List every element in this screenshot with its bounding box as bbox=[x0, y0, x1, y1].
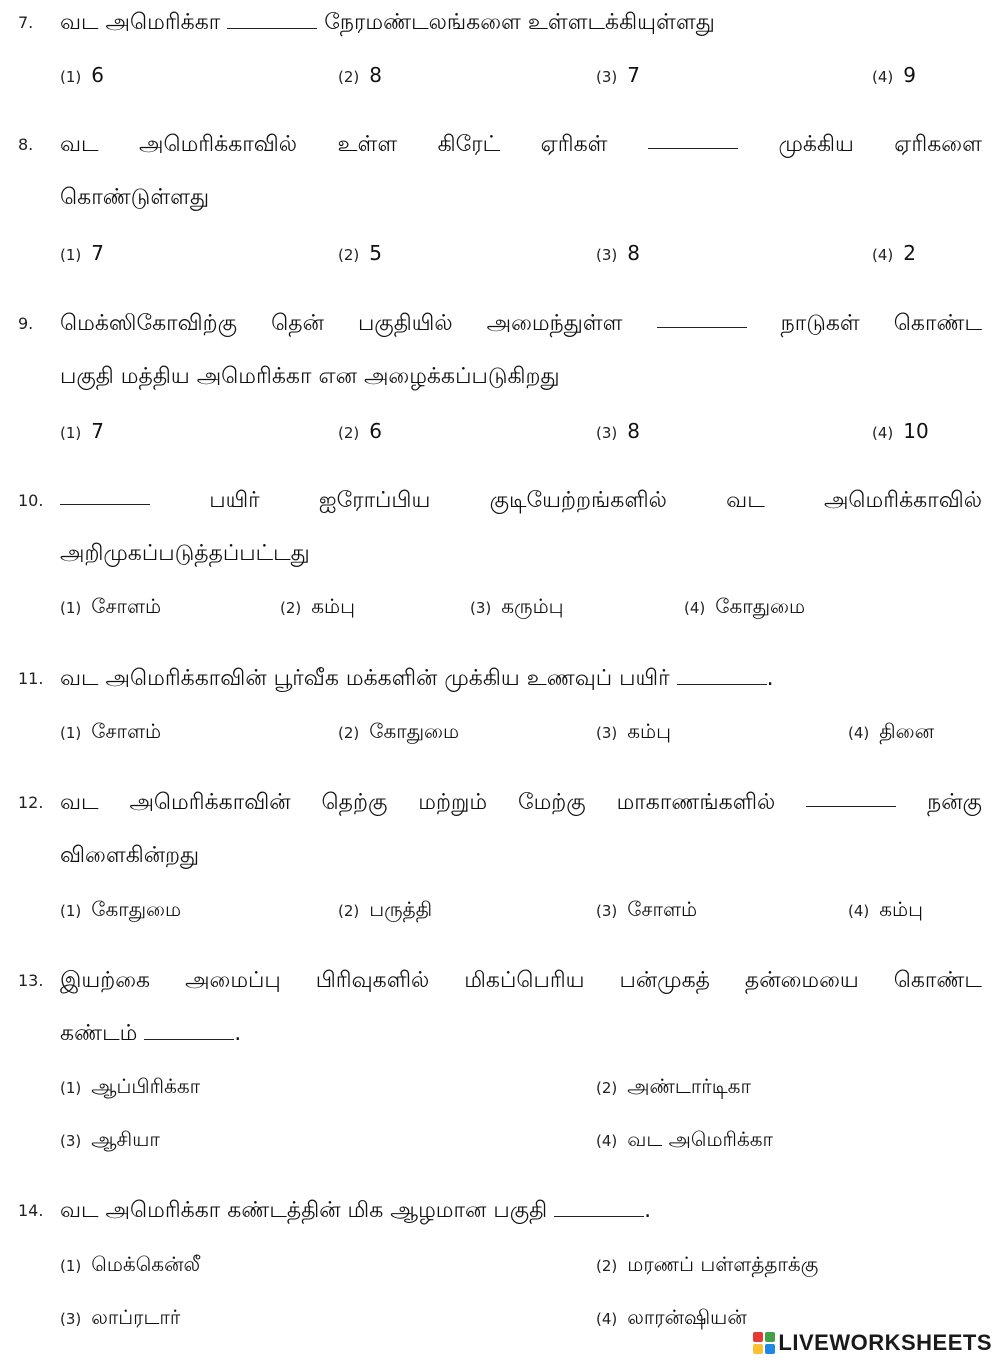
question-number: 14. bbox=[18, 1201, 44, 1220]
question-text-line bbox=[60, 486, 982, 516]
option-text: தினை bbox=[879, 719, 934, 743]
option-label: (2) bbox=[338, 246, 360, 264]
answer-blank[interactable] bbox=[648, 130, 738, 149]
option-label: (4) bbox=[596, 1132, 618, 1150]
options-row bbox=[60, 238, 982, 268]
option-2[interactable] bbox=[596, 1071, 751, 1103]
option-1[interactable] bbox=[60, 894, 181, 926]
option-label: (1) bbox=[60, 599, 82, 617]
question-number: 8. bbox=[18, 135, 34, 154]
option-2[interactable] bbox=[596, 1249, 818, 1281]
option-text: 7 bbox=[91, 419, 104, 443]
option-2[interactable] bbox=[338, 416, 382, 448]
option-3[interactable] bbox=[60, 1124, 160, 1156]
question-text-line: அறிமுகப்படுத்தப்பட்டது bbox=[60, 541, 310, 566]
question-word: பிரிவுகளில் bbox=[315, 968, 430, 993]
option-label: (3) bbox=[596, 246, 618, 264]
option-1[interactable] bbox=[60, 716, 161, 748]
question-number: 10. bbox=[18, 491, 44, 510]
option-text: பருத்தி bbox=[369, 897, 433, 921]
question-word: மிகப்பெரிய bbox=[464, 968, 585, 993]
option-4[interactable] bbox=[872, 416, 929, 448]
question-number: 9. bbox=[18, 314, 34, 333]
option-label: (3) bbox=[596, 424, 618, 442]
option-1[interactable] bbox=[60, 60, 104, 92]
question-word: இயற்கை bbox=[60, 968, 151, 993]
question-text-line bbox=[60, 309, 982, 339]
option-text: வட அமெரிக்கா bbox=[627, 1127, 773, 1151]
option-label: (1) bbox=[60, 424, 82, 442]
option-3[interactable] bbox=[596, 716, 671, 748]
answer-blank[interactable] bbox=[554, 1198, 644, 1217]
question-word: உள்ள bbox=[337, 132, 398, 157]
option-3[interactable] bbox=[596, 894, 697, 926]
question-word: மெக்ஸிகோவிற்கு bbox=[60, 311, 238, 336]
option-text: 8 bbox=[369, 63, 382, 87]
option-label: (2) bbox=[338, 902, 360, 920]
option-text: கம்பு bbox=[311, 594, 356, 618]
options-row bbox=[60, 1302, 982, 1332]
liveworksheets-logo-icon bbox=[753, 1332, 775, 1354]
option-label: (2) bbox=[596, 1257, 618, 1275]
question-number: 12. bbox=[18, 793, 44, 812]
option-2[interactable] bbox=[338, 894, 432, 926]
option-label: (3) bbox=[470, 599, 492, 617]
question-number: 7. bbox=[18, 13, 34, 32]
question-word: மாகாணங்களில் bbox=[616, 790, 776, 815]
option-text: மரணப் பள்ளத்தாக்கு bbox=[627, 1252, 819, 1276]
option-text: கோதுமை bbox=[715, 594, 806, 618]
answer-blank[interactable] bbox=[227, 10, 317, 29]
question-word: நாடுகள் bbox=[780, 311, 860, 336]
option-text: சோளம் bbox=[91, 719, 162, 743]
option-text: 10 bbox=[903, 419, 929, 443]
option-text: 7 bbox=[627, 63, 640, 87]
option-1[interactable] bbox=[60, 238, 104, 270]
question-text-line: வட அமெரிக்கா நேரமண்டலங்களை உள்ளடக்கியுள்ளது bbox=[60, 10, 715, 35]
option-text: மெக்கென்லீ bbox=[91, 1252, 201, 1276]
question-word: வட bbox=[60, 132, 99, 157]
option-4[interactable] bbox=[684, 591, 805, 623]
answer-blank[interactable] bbox=[144, 1021, 234, 1040]
option-text: கோதுமை bbox=[369, 719, 460, 743]
option-text: 8 bbox=[627, 241, 640, 265]
question-word: முக்கிய bbox=[778, 132, 854, 157]
question-word: தெற்கு bbox=[321, 790, 388, 815]
logo-text: LIVEWORKSHEETS bbox=[778, 1330, 992, 1355]
option-4[interactable] bbox=[848, 716, 934, 748]
option-1[interactable] bbox=[60, 416, 104, 448]
option-2[interactable] bbox=[338, 238, 382, 270]
option-4[interactable] bbox=[872, 238, 916, 270]
option-text: கம்பு bbox=[627, 719, 672, 743]
option-text: ஆப்பிரிக்கா bbox=[91, 1074, 201, 1098]
question-word: நன்கு bbox=[927, 790, 982, 815]
option-text: லாப்ரடார் bbox=[91, 1305, 181, 1329]
option-text: 7 bbox=[91, 241, 104, 265]
question-word: அமைந்துள்ள bbox=[486, 311, 623, 336]
question-word: கொண்ட bbox=[893, 968, 982, 993]
question-word: தன்மையை bbox=[744, 968, 859, 993]
options-row bbox=[60, 591, 982, 621]
question-text-line: வட அமெரிக்காவின் பூர்வீக மக்களின் முக்கிய உணவுப் பயிர் . bbox=[60, 666, 774, 691]
option-4[interactable] bbox=[848, 894, 923, 926]
options-row bbox=[60, 894, 982, 924]
option-label: (3) bbox=[596, 68, 618, 86]
option-1[interactable] bbox=[60, 591, 161, 623]
question-word: வட bbox=[726, 488, 765, 513]
question-word: மேற்கு bbox=[517, 790, 586, 815]
option-4[interactable] bbox=[596, 1124, 773, 1156]
option-3[interactable] bbox=[596, 60, 640, 92]
option-1[interactable] bbox=[60, 1071, 200, 1103]
option-text: ஆசியா bbox=[91, 1127, 160, 1151]
options-row bbox=[60, 1249, 982, 1279]
option-text: லாரன்ஷியன் bbox=[627, 1305, 747, 1329]
question-word: வட bbox=[60, 790, 99, 815]
option-label: (2) bbox=[338, 68, 360, 86]
option-label: (1) bbox=[60, 68, 82, 86]
option-label: (3) bbox=[60, 1132, 82, 1150]
option-2[interactable] bbox=[280, 591, 355, 623]
option-label: (3) bbox=[596, 902, 618, 920]
question-word: தென் bbox=[271, 311, 324, 336]
question-text-line bbox=[60, 788, 982, 818]
option-label: (4) bbox=[872, 424, 894, 442]
option-text: கரும்பு bbox=[501, 594, 564, 618]
option-text: கோதுமை bbox=[91, 897, 182, 921]
option-label: (4) bbox=[596, 1310, 618, 1328]
question-word: அமைப்பு bbox=[185, 968, 281, 993]
option-label: (2) bbox=[338, 724, 360, 742]
question-word: ஏரிகளை bbox=[894, 132, 982, 157]
option-text: 2 bbox=[903, 241, 916, 265]
question-word: அமெரிக்காவின் bbox=[129, 790, 291, 815]
option-text: சோளம் bbox=[91, 594, 162, 618]
option-3[interactable] bbox=[596, 238, 640, 270]
question-number: 13. bbox=[18, 971, 44, 990]
option-label: (4) bbox=[872, 68, 894, 86]
question-word: பகுதியில் bbox=[357, 311, 453, 336]
option-label: (2) bbox=[338, 424, 360, 442]
option-text: 6 bbox=[369, 419, 382, 443]
question-text-line: கண்டம் . bbox=[60, 1021, 242, 1046]
options-row bbox=[60, 1071, 982, 1101]
question-text-line bbox=[60, 966, 982, 996]
option-text: அண்டார்டிகா bbox=[627, 1074, 751, 1098]
option-text: கம்பு bbox=[879, 897, 924, 921]
answer-blank[interactable] bbox=[60, 486, 150, 505]
option-3[interactable] bbox=[60, 1302, 180, 1334]
options-row bbox=[60, 716, 982, 746]
question-text-line bbox=[60, 130, 982, 160]
option-label: (1) bbox=[60, 902, 82, 920]
options-row bbox=[60, 416, 982, 446]
answer-blank[interactable] bbox=[806, 788, 896, 807]
question-text-line: விளைகின்றது bbox=[60, 843, 200, 868]
question-word: குடியேற்றங்களில் bbox=[489, 488, 667, 513]
option-label: (3) bbox=[60, 1310, 82, 1328]
question-word: ஐரோப்பிய bbox=[318, 488, 431, 513]
option-text: 5 bbox=[369, 241, 382, 265]
question-word: கிரேட் bbox=[437, 132, 501, 157]
option-label: (2) bbox=[596, 1079, 618, 1097]
option-2[interactable] bbox=[338, 60, 382, 92]
option-3[interactable] bbox=[470, 591, 564, 623]
question-word: ஏரிகள் bbox=[540, 132, 608, 157]
option-label: (1) bbox=[60, 1079, 82, 1097]
question-text-line: பகுதி மத்திய அமெரிக்கா என அழைக்கப்படுகிறது bbox=[60, 364, 560, 389]
option-label: (4) bbox=[848, 724, 870, 742]
option-text: 9 bbox=[903, 63, 916, 87]
option-label: (1) bbox=[60, 724, 82, 742]
answer-blank[interactable] bbox=[657, 309, 747, 328]
options-row bbox=[60, 60, 982, 90]
question-text-line: வட அமெரிக்கா கண்டத்தின் மிக ஆழமான பகுதி . bbox=[60, 1198, 652, 1223]
question-word: மற்றும் bbox=[418, 790, 488, 815]
options-row bbox=[60, 1124, 982, 1154]
liveworksheets-logo bbox=[753, 1330, 992, 1356]
option-text: 6 bbox=[91, 63, 104, 87]
option-text: சோளம் bbox=[627, 897, 698, 921]
question-word: பன்முகத் bbox=[619, 968, 710, 993]
question-number: 11. bbox=[18, 669, 44, 688]
option-4[interactable] bbox=[596, 1302, 747, 1334]
question-word: அமெரிக்காவில் bbox=[139, 132, 298, 157]
option-4[interactable] bbox=[872, 60, 916, 92]
question-word: கொண்ட bbox=[893, 311, 982, 336]
option-label: (4) bbox=[684, 599, 706, 617]
option-label: (1) bbox=[60, 246, 82, 264]
option-label: (4) bbox=[872, 246, 894, 264]
question-word: அமெரிக்காவில் bbox=[823, 488, 982, 513]
option-text: 8 bbox=[627, 419, 640, 443]
answer-blank[interactable] bbox=[677, 666, 767, 685]
question-text-line: கொண்டுள்ளது bbox=[60, 185, 210, 210]
option-label: (2) bbox=[280, 599, 302, 617]
option-2[interactable] bbox=[338, 716, 459, 748]
option-label: (1) bbox=[60, 1257, 82, 1275]
question-word: பயிர் bbox=[209, 488, 260, 513]
option-label: (4) bbox=[848, 902, 870, 920]
option-label: (3) bbox=[596, 724, 618, 742]
option-3[interactable] bbox=[596, 416, 640, 448]
option-1[interactable] bbox=[60, 1249, 200, 1281]
